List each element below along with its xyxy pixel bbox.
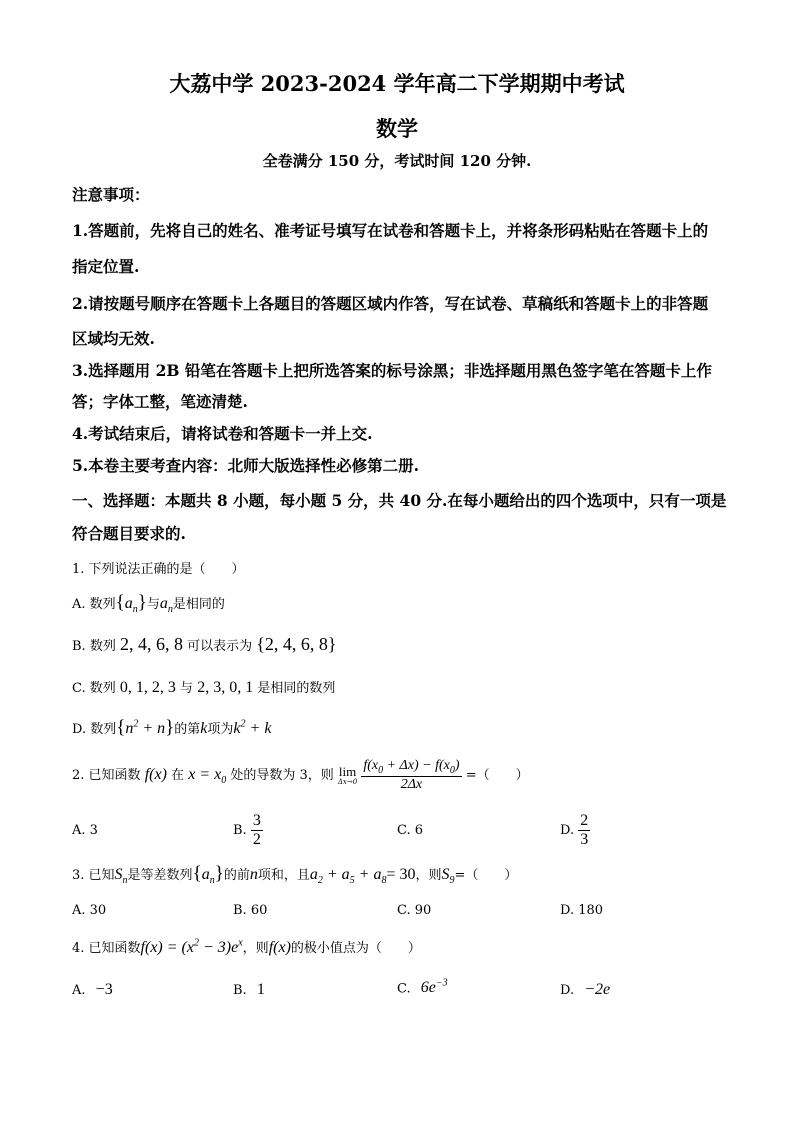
q3-prefix: 3. 已知 [72, 868, 115, 883]
q1-stem: 1. 下列说法正确的是（ ） [72, 562, 245, 577]
q4-option-d [560, 981, 610, 999]
option-a-mid: 与 [146, 597, 160, 612]
q4-b-value: 1 [256, 981, 265, 998]
q2-d-fraction [578, 812, 590, 849]
option-b-mid: 可以表示为 [187, 639, 253, 654]
q3-mid2: 的前 [223, 868, 250, 883]
note-1-line1: 1.答题前，先将自己的姓名、准考证号填写在试卷和答题卡上，并将条形码粘贴在答题卡上的 [72, 221, 709, 240]
q1-option-a [72, 592, 225, 615]
notes-heading: 注意事项： [72, 185, 150, 204]
q3-option-d: D. 180 [560, 903, 604, 918]
q4-prefix: 4. 已知函数 [72, 941, 141, 956]
q4-mid: ，则 [242, 941, 269, 956]
q4-tail: 的极小值点为（ ） [290, 941, 421, 956]
k-var: k [200, 720, 208, 737]
q2-prefix: 2. 已知函数 [72, 767, 141, 783]
q4-c-label: C. [397, 981, 411, 997]
term-d: $k^2 + k$ [233, 718, 272, 737]
q2-mid1: 在 [171, 767, 185, 783]
q2-b-num: 3 [252, 812, 261, 829]
q4-a-label: A. [72, 983, 86, 998]
note-1-line2: 指定位置. [72, 257, 140, 276]
q2-b-label: B. [233, 823, 247, 838]
q2-option-a: A. 3 [72, 823, 98, 838]
note-2-line2: 区域均无效. [72, 329, 155, 348]
exam-title: 大荔中学 2023-2024 学年高二下学期期中考试 [169, 71, 625, 96]
note-5: 5.本卷主要考查内容：北师大版选择性必修第二册. [72, 456, 420, 475]
seq-an: $\{a_n\}$ [192, 863, 224, 887]
sum-value: = 30 [386, 866, 416, 883]
q3-mid1: 是等差数列 [127, 868, 193, 883]
option-d-suffix: 项为 [207, 722, 234, 737]
subject-title: 数学 [376, 116, 418, 141]
q4-b-label: B. [233, 983, 247, 998]
q4-c-value: $6e^{-3}$ [420, 978, 448, 997]
sum-terms: $a_2 + a_5 + a_8$ [309, 866, 387, 887]
difference-quotient: $\frac{f(x_0 + \Delta x) - f(x_0)}{2\Delta x}$ [363, 758, 460, 792]
option-d-prefix: D. 数列 [72, 722, 117, 737]
set-b: {2, 4, 6, 8} [256, 634, 337, 654]
option-c-prefix: C. 数列 [72, 681, 116, 696]
note-2-line1: 2.请按题号顺序在答题卡上各题目的答题区域内作答，写在试卷、草稿纸和答题卡上的非答题 [72, 294, 709, 313]
q2-b-fraction [251, 812, 263, 849]
q4-stem [72, 937, 421, 957]
q1-option-d [72, 717, 271, 739]
q2-d-label: D. [560, 823, 575, 838]
note-4: 4.考试结束后，请将试卷和答题卡一并上交. [72, 424, 373, 443]
q1-option-c [72, 677, 335, 697]
note-3-line2: 答；字体工整，笔迹清楚. [72, 392, 248, 411]
sn: $S_n$ [114, 866, 128, 887]
limit-symbol: lim Δx→0 [337, 763, 358, 786]
option-a-prefix: A. 数列 [72, 597, 116, 612]
seq-b: 2, 4, 6, 8 [119, 634, 183, 654]
q3-mid4: ，则 [415, 868, 442, 883]
section1-line1: 一、选择题：本题共 8 小题，每小题 5 分，共 40 分.在每小题给出的四个选项中，只有一项是 [72, 491, 727, 510]
seq-d: $\{n^2 + n\}$ [116, 717, 175, 738]
fx: f(x) [268, 939, 291, 956]
seq-an: $\{a_n\}$ [115, 592, 147, 616]
score-line: 全卷满分 150 分，考试时间 120 分钟. [262, 152, 532, 170]
q4-d-value: −2e [584, 981, 611, 998]
q3-option-a: A. 30 [72, 903, 107, 918]
q2-option-c: C. 6 [397, 823, 424, 838]
n-var: n [249, 866, 258, 883]
option-b-prefix: B. 数列 [72, 639, 116, 654]
q2-mid2: 处的导数为 3，则 [230, 767, 334, 783]
q3-mid3: 项和，且 [257, 868, 310, 883]
q2-stem [72, 758, 529, 793]
q2-option-d [560, 812, 590, 849]
q2-tail: =（ ） [465, 767, 529, 783]
q4-option-b [233, 981, 265, 999]
fx-def: $f(x) = (x^2 - 3)e^x$ [140, 937, 243, 956]
q2-d-num: 2 [580, 812, 589, 829]
q4-option-a [72, 981, 113, 999]
q2-b-den: 2 [252, 831, 261, 848]
note-3-line1: 3.选择题用 2B 铅笔在答题卡上把所选答案的标号涂黑；非选择题用黑色签字笔在答题卡上作 [72, 361, 712, 380]
seq-c1: 0, 1, 2, 3 [119, 679, 176, 696]
s9: $S_9$ [441, 866, 455, 887]
term-an: $a_n$ [159, 595, 173, 616]
section1-line2: 符合题目要求的. [72, 524, 186, 543]
fx: f(x) [144, 765, 167, 783]
q3-option-c: C. 90 [397, 903, 432, 918]
option-a-suffix: 是相同的 [172, 597, 225, 612]
q3-option-b: B. 60 [233, 903, 268, 918]
q3-stem [72, 863, 517, 886]
q4-option-c [397, 978, 448, 997]
q2-option-b [233, 812, 263, 849]
q1-option-b [72, 634, 337, 655]
option-c-suffix: 是相同的数列 [257, 681, 336, 696]
option-d-mid: 的第 [174, 722, 201, 737]
option-c-mid: 与 [180, 681, 194, 696]
q3-tail: =（ ） [454, 868, 518, 883]
seq-c2: 2, 3, 0, 1 [197, 679, 254, 696]
q2-d-den: 3 [580, 831, 589, 848]
q4-a-value: −3 [95, 981, 113, 998]
x-eq-x0: $x = x_0$ [188, 765, 227, 787]
q4-d-label: D. [560, 983, 575, 998]
